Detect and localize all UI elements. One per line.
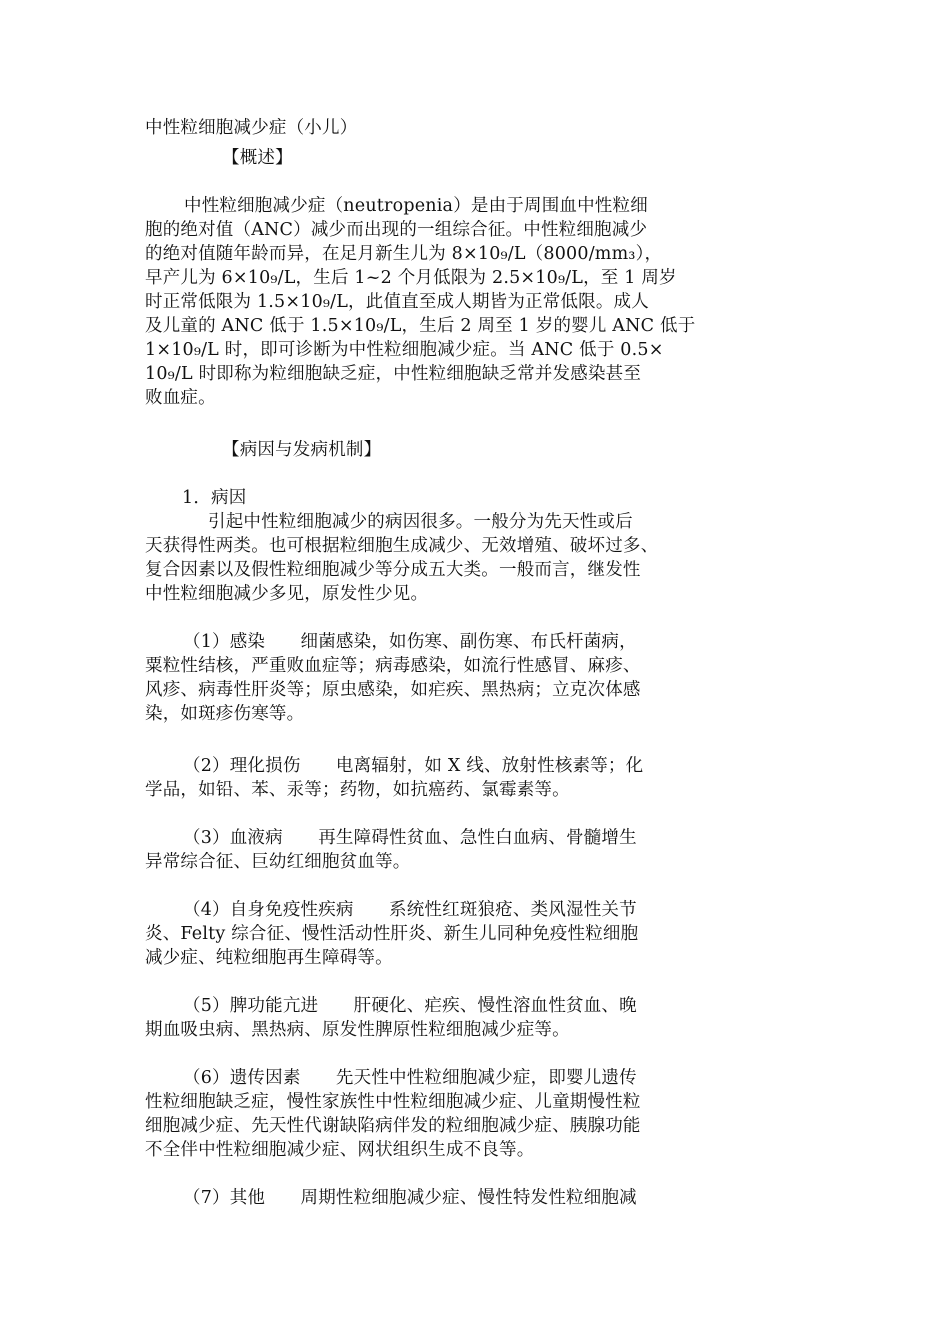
item-genetic-line: 不全伴中性粒细胞减少症、网状组织生成不良等。 bbox=[145, 1140, 535, 1160]
cause-line: 引起中性粒细胞减少的病因很多。一般分为先天性或后 bbox=[208, 512, 633, 532]
item-autoimmune-line: （4）自身免疫性疾病 系统性红斑狼疮、类风湿性关节 bbox=[183, 900, 637, 920]
item-infection-line: 风疹、病毒性肝炎等；原虫感染，如疟疾、黑热病；立克次体感 bbox=[145, 680, 641, 700]
cause-line: 天获得性两类。也可根据粒细胞生成减少、无效增殖、破坏过多、 bbox=[145, 536, 659, 556]
item-hypersplenism-line: 期血吸虫病、黑热病、原发性脾原性粒细胞减少症等。 bbox=[145, 1020, 570, 1040]
cause-line: 复合因素以及假性粒细胞减少等分成五大类。一般而言，继发性 bbox=[145, 560, 641, 580]
item-genetic-line: 细胞减少症、先天性代谢缺陷病伴发的粒细胞减少症、胰腺功能 bbox=[145, 1116, 641, 1136]
overview-line: 时正常低限为 1.5×10₉/L，此值直至成人期皆为正常低限。成人 bbox=[145, 292, 649, 312]
item-infection-line: 染，如斑疹伤寒等。 bbox=[145, 704, 305, 724]
overview-line: 10₉/L 时即称为粒细胞缺乏症，中性粒细胞缺乏常并发感染甚至 bbox=[145, 364, 642, 384]
item-blood-disease-line: （3）血液病 再生障碍性贫血、急性白血病、骨髓增生 bbox=[183, 828, 637, 848]
item-other-line: （7）其他 周期性粒细胞减少症、慢性特发性粒细胞减 bbox=[183, 1188, 637, 1208]
overview-line: 早产儿为 6×10₉/L，生后 1~2 个月低限为 2.5×10₉/L，至 1 周岁 bbox=[145, 268, 677, 288]
overview-line: 败血症。 bbox=[145, 388, 216, 408]
item-autoimmune-line: 减少症、纯粒细胞再生障碍等。 bbox=[145, 948, 393, 968]
overview-line: 中性粒细胞减少症（neutropenia）是由于周围血中性粒细 bbox=[184, 196, 648, 216]
item-physical-chemical-line: 学品，如铅、苯、汞等；药物，如抗癌药、氯霉素等。 bbox=[145, 780, 570, 800]
item-autoimmune-line: 炎、Felty 综合征、慢性活动性肝炎、新生儿同种免疫性粒细胞 bbox=[145, 924, 639, 944]
overview-line: 的绝对值随年龄而异，在足月新生儿为 8×10₉/L（8000/mm₃）， bbox=[145, 244, 663, 264]
item-infection-line: （1）感染 细菌感染，如伤寒、副伤寒、布氏杆菌病， bbox=[183, 632, 637, 652]
section-heading-overview: 【概述】 bbox=[222, 148, 293, 168]
document-title: 中性粒细胞减少症（小儿） bbox=[145, 118, 358, 138]
cause-line: 中性粒细胞减少多见，原发性少见。 bbox=[145, 584, 429, 604]
overview-line: 及儿童的 ANC 低于 1.5×10₉/L，生后 2 周至 1 岁的婴儿 ANC 低于 bbox=[145, 316, 696, 336]
item-genetic-line: （6）遗传因素 先天性中性粒细胞减少症，即婴儿遗传 bbox=[183, 1068, 637, 1088]
section-heading-etiology: 【病因与发病机制】 bbox=[222, 440, 382, 460]
overview-line: 1×10₉/L 时，即可诊断为中性粒细胞减少症。当 ANC 低于 0.5× bbox=[145, 340, 664, 360]
item-physical-chemical-line: （2）理化损伤 电离辐射，如 X 线、放射性核素等；化 bbox=[183, 756, 644, 776]
overview-line: 胞的绝对值（ANC）减少而出现的一组综合征。中性粒细胞减少 bbox=[145, 220, 648, 240]
item-blood-disease-line: 异常综合征、巨幼红细胞贫血等。 bbox=[145, 852, 411, 872]
item-hypersplenism-line: （5）脾功能亢进 肝硬化、疟疾、慢性溶血性贫血、晚 bbox=[183, 996, 637, 1016]
item-genetic-line: 性粒细胞缺乏症，慢性家族性中性粒细胞减少症、儿童期慢性粒 bbox=[145, 1092, 641, 1112]
subsection-heading-cause: 1．病因 bbox=[182, 488, 247, 508]
item-infection-line: 粟粒性结核，严重败血症等；病毒感染，如流行性感冒、麻疹、 bbox=[145, 656, 641, 676]
